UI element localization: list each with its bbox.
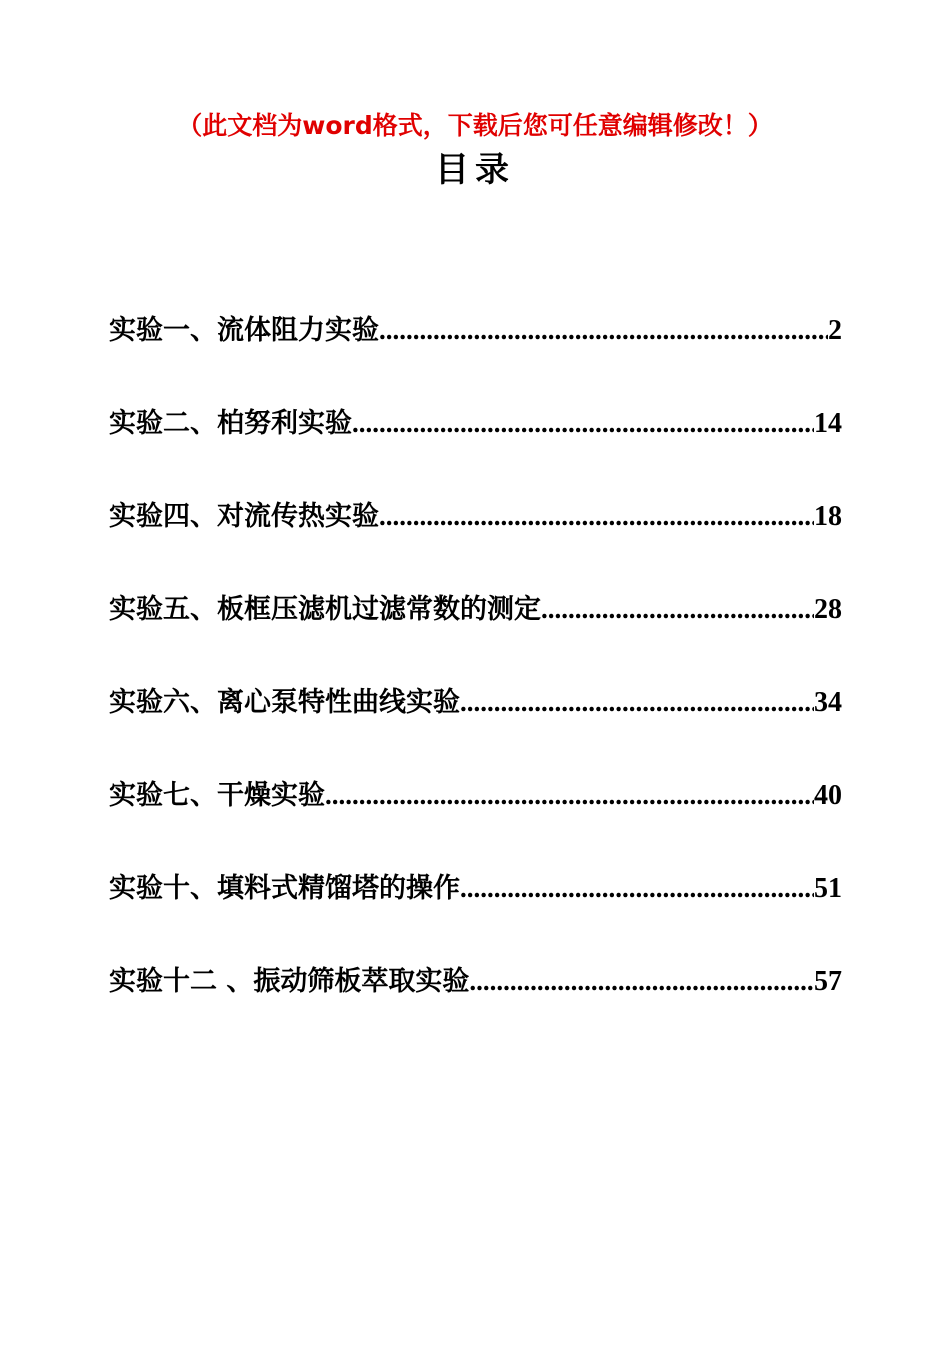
toc-dot-leader xyxy=(460,679,814,725)
toc-entry[interactable] xyxy=(109,958,842,1051)
toc-entry[interactable] xyxy=(109,679,842,772)
toc-dot-leader xyxy=(379,307,828,353)
toc-dot-leader xyxy=(541,586,814,632)
toc-dot-leader xyxy=(379,493,814,539)
toc-entry-page: 57 xyxy=(814,966,842,997)
toc-entry-page: 40 xyxy=(814,780,842,811)
toc-entry-label: 实验十、填料式精馏塔的操作 xyxy=(109,873,460,904)
toc-entry-label: 实验二、柏努利实验 xyxy=(109,408,352,439)
toc-title: 目录 xyxy=(435,150,515,190)
toc-entry-label: 实验六、离心泵特性曲线实验 xyxy=(109,687,460,718)
toc-dot-leader xyxy=(325,772,814,818)
toc-entry[interactable] xyxy=(109,307,842,400)
editable-notice: （此文档为word格式，下载后您可任意编辑修改！） xyxy=(177,111,773,140)
toc-entry[interactable] xyxy=(109,772,842,865)
toc-entry-label: 实验一、流体阻力实验 xyxy=(109,315,379,346)
toc-entry-label: 实验五、板框压滤机过滤常数的测定 xyxy=(109,594,541,625)
toc-entry-label: 实验七、干燥实验 xyxy=(109,780,325,811)
toc-entry[interactable] xyxy=(109,586,842,679)
toc-dot-leader xyxy=(352,400,814,446)
table-of-contents xyxy=(109,307,842,1051)
toc-entry-page: 2 xyxy=(828,315,842,346)
toc-entry[interactable] xyxy=(109,865,842,958)
toc-entry-page: 18 xyxy=(814,501,842,532)
toc-entry[interactable] xyxy=(109,400,842,493)
toc-entry-label: 实验十二 、振动筛板萃取实验 xyxy=(109,966,470,997)
toc-dot-leader xyxy=(469,958,814,1004)
toc-entry-page: 51 xyxy=(814,873,842,904)
toc-entry[interactable] xyxy=(109,493,842,586)
toc-entry-page: 28 xyxy=(814,594,842,625)
toc-entry-page: 34 xyxy=(814,687,842,718)
toc-entry-label: 实验四、对流传热实验 xyxy=(109,501,379,532)
toc-entry-page: 14 xyxy=(814,408,842,439)
toc-dot-leader xyxy=(460,865,814,911)
